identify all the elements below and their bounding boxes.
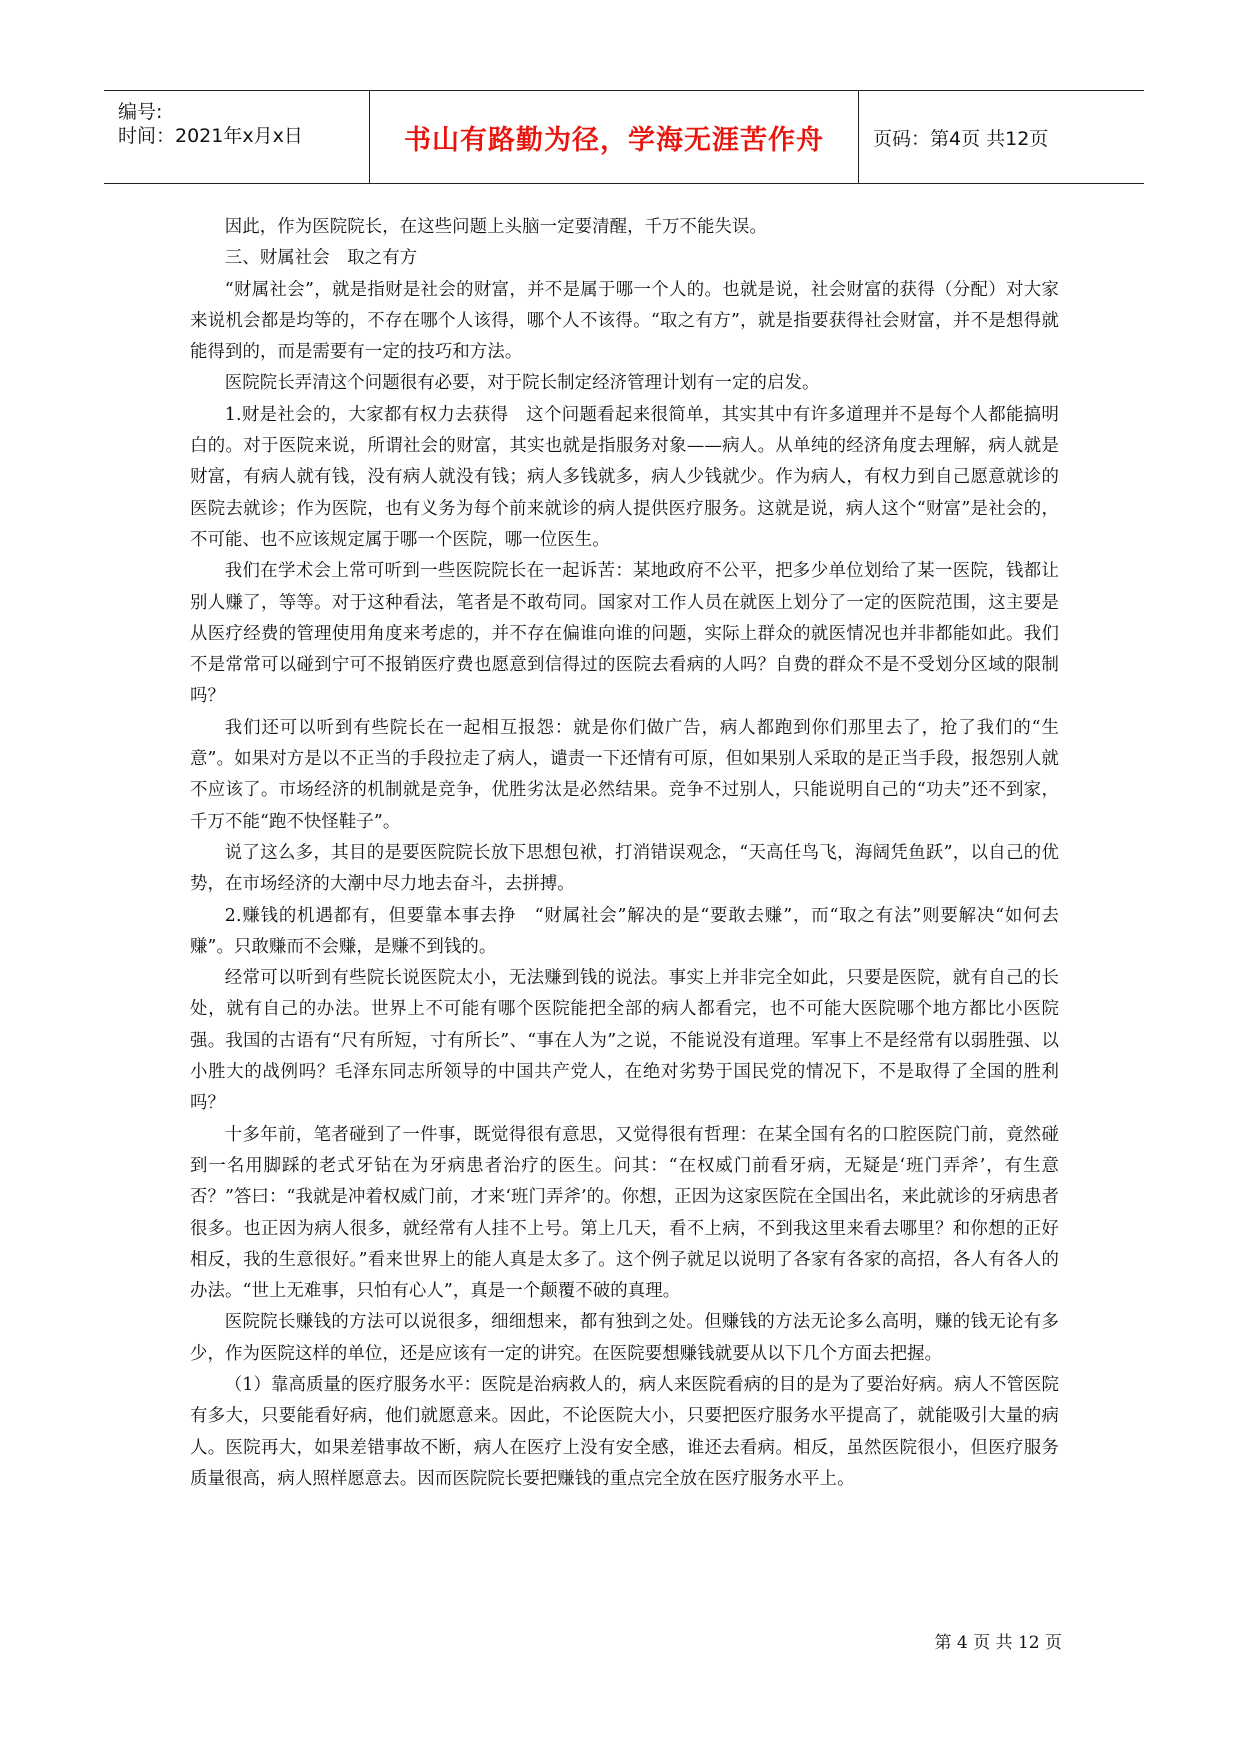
body-paragraph: 说了这么多，其目的是要医院院长放下思想包袱，打消错误观念，“天高任鸟飞，海阔凭鱼跃”，以自己的优势，在市场经济的大潮中尽力地去奋斗，去拼搏。 <box>190 842 1059 895</box>
document-body <box>190 212 1059 1495</box>
header-meta-cell <box>104 91 370 183</box>
header-motto-cell <box>370 91 859 183</box>
body-paragraph: 医院院长赚钱的方法可以说很多，细细想来，都有独到之处。但赚钱的方法无论多么高明，赚的钱无论有多少，作为医院这样的单位，还是应该有一定的讲究。在医院要想赚钱就要从以下几个方面去把握。 <box>190 1312 1059 1364</box>
body-paragraph: 医院院长弄清这个问题很有必要，对于院长制定经济管理计划有一定的启发。 <box>224 373 820 394</box>
body-paragraph: （1）靠高质量的医疗服务水平：医院是治病救人的，病人来医院看病的目的是为了要治好病。病人不管医院有多大，只要能看好病，他们就愿意来。因此，不论医院大小，只要把医疗服务水平提高了，就能吸引大量的病人。医院再大，如果差错事故不断，病人在医疗上没有安全感，谁还去看病。相反，虽然医院很小，但医疗服务质量很高，病人照样愿意去。因而医院院长要把赚钱的重点完全放在医疗服务水平上。 <box>190 1374 1059 1489</box>
body-paragraph: 我们还可以听到有些院长在一起相互报怨：就是你们做广告，病人都跑到你们那里去了，抢了我们的“生意”。如果对方是以不正当的手段拉走了病人，谴责一下还情有可原，但如果别人采取的是正当手段，报怨别人就不应该了。市场经济的机制就是竞争，优胜劣汰是必然结果。竞争不过别人，只能说明自己的“功夫”还不到家，千万不能“跑不快怪鞋子”。 <box>190 717 1059 832</box>
body-paragraph: 我们在学术会上常可听到一些医院院长在一起诉苦：某地政府不公平，把多少单位划给了某一医院，钱都让别人赚了，等等。对于这种看法，笔者是不敢苟同。国家对工作人员在就医上划分了一定的医院范围，这主要是从医疗经费的管理使用角度来考虑的，并不存在偏谁向谁的问题，实际上群众的就医情况也并非都能如此。我们不是常常可以碰到宁可不报销医疗费也愿意到信得过的医院去看病的人吗？自费的群众不是不受划分区域的限制吗？ <box>190 561 1059 707</box>
body-paragraph: 十多年前，笔者碰到了一件事，既觉得很有意思，又觉得很有哲理：在某全国有名的口腔医院门前，竟然碰到一名用脚踩的老式牙钻在为牙病患者治疗的医生。问其：“在权威门前看牙病，无疑是‘班门弄斧’，有生意否？”答曰：“我就是冲着权威门前，才来‘班门弄斧’的。你想，正因为这家医院在全国出名，来此就诊的牙病患者很多。也正因为病人很多，就经常有人挂不上号。第上几天，看不上病，不到我这里来看去哪里？和你想的正好相反，我的生意很好。”看来世界上的能人真是太多了。这个例子就足以说明了各家有各家的高招，各人有各人的办法。“世上无难事，只怕有心人”，真是一个颠覆不破的真理。 <box>190 1124 1059 1302</box>
serial-number-label: 编号: <box>118 101 163 123</box>
time-label: 时间：2021年x月x日 <box>118 125 303 147</box>
page-header <box>104 90 1144 184</box>
header-page-cell <box>859 91 1144 183</box>
body-paragraph: “财属社会”，就是指财是社会的财富，并不是属于哪一个人的。也就是说，社会财富的获得（分配）对大家来说机会都是均等的，不存在哪个人该得，哪个人不该得。“取之有方”，就是指要获得社会财富，并不是想得就能得到的，而是需要有一定的技巧和方法。 <box>190 279 1059 363</box>
footer-page-number: 第 4 页 共 12 页 <box>934 1633 1062 1653</box>
header-page-info: 页码：第4页 共12页 <box>873 127 1049 150</box>
section-heading: 三、财属社会 取之有方 <box>224 248 418 269</box>
body-paragraph: 经常可以听到有些院长说医院太小，无法赚到钱的说法。事实上并非完全如此，只要是医院，就有自己的长处，就有自己的办法。世界上不可能有哪个医院能把全部的病人都看完，也不可能大医院哪个地方都比小医院强。我国的古语有“尺有所短，寸有所长”、“事在人为”之说，不能说没有道理。军事上不是经常有以弱胜强、以小胜大的战例吗？毛泽东同志所领导的中国共产党人，在绝对劣势于国民党的情况下，不是取得了全国的胜利吗？ <box>190 968 1059 1114</box>
motto-title: 书山有路勤为径，学海无涯苦作舟 <box>404 124 824 156</box>
body-paragraph: 因此，作为医院院长，在这些问题上头脑一定要清醒，千万不能失误。 <box>224 217 768 237</box>
body-paragraph: 2.赚钱的机遇都有，但要靠本事去挣 “财属社会”解决的是“要敢去赚”，而“取之有法”则要解决“如何去赚”。只敢赚而不会赚，是赚不到钱的。 <box>190 905 1059 957</box>
body-paragraph: 1.财是社会的，大家都有权力去获得 这个问题看起来很简单，其实其中有许多道理并不是每个人都能搞明白的。对于医院来说，所谓社会的财富，其实也就是指服务对象——病人。从单纯的经济角度去理解，病人就是财富，有病人就有钱，没有病人就没有钱；病人多钱就多，病人少钱就少。作为病人，有权力到自己愿意就诊的医院去就诊；作为医院，也有义务为每个前来就诊的病人提供医疗服务。这就是说，病人这个“财富”是社会的，不可能、也不应该规定属于哪一个医院，哪一位医生。 <box>190 404 1059 550</box>
